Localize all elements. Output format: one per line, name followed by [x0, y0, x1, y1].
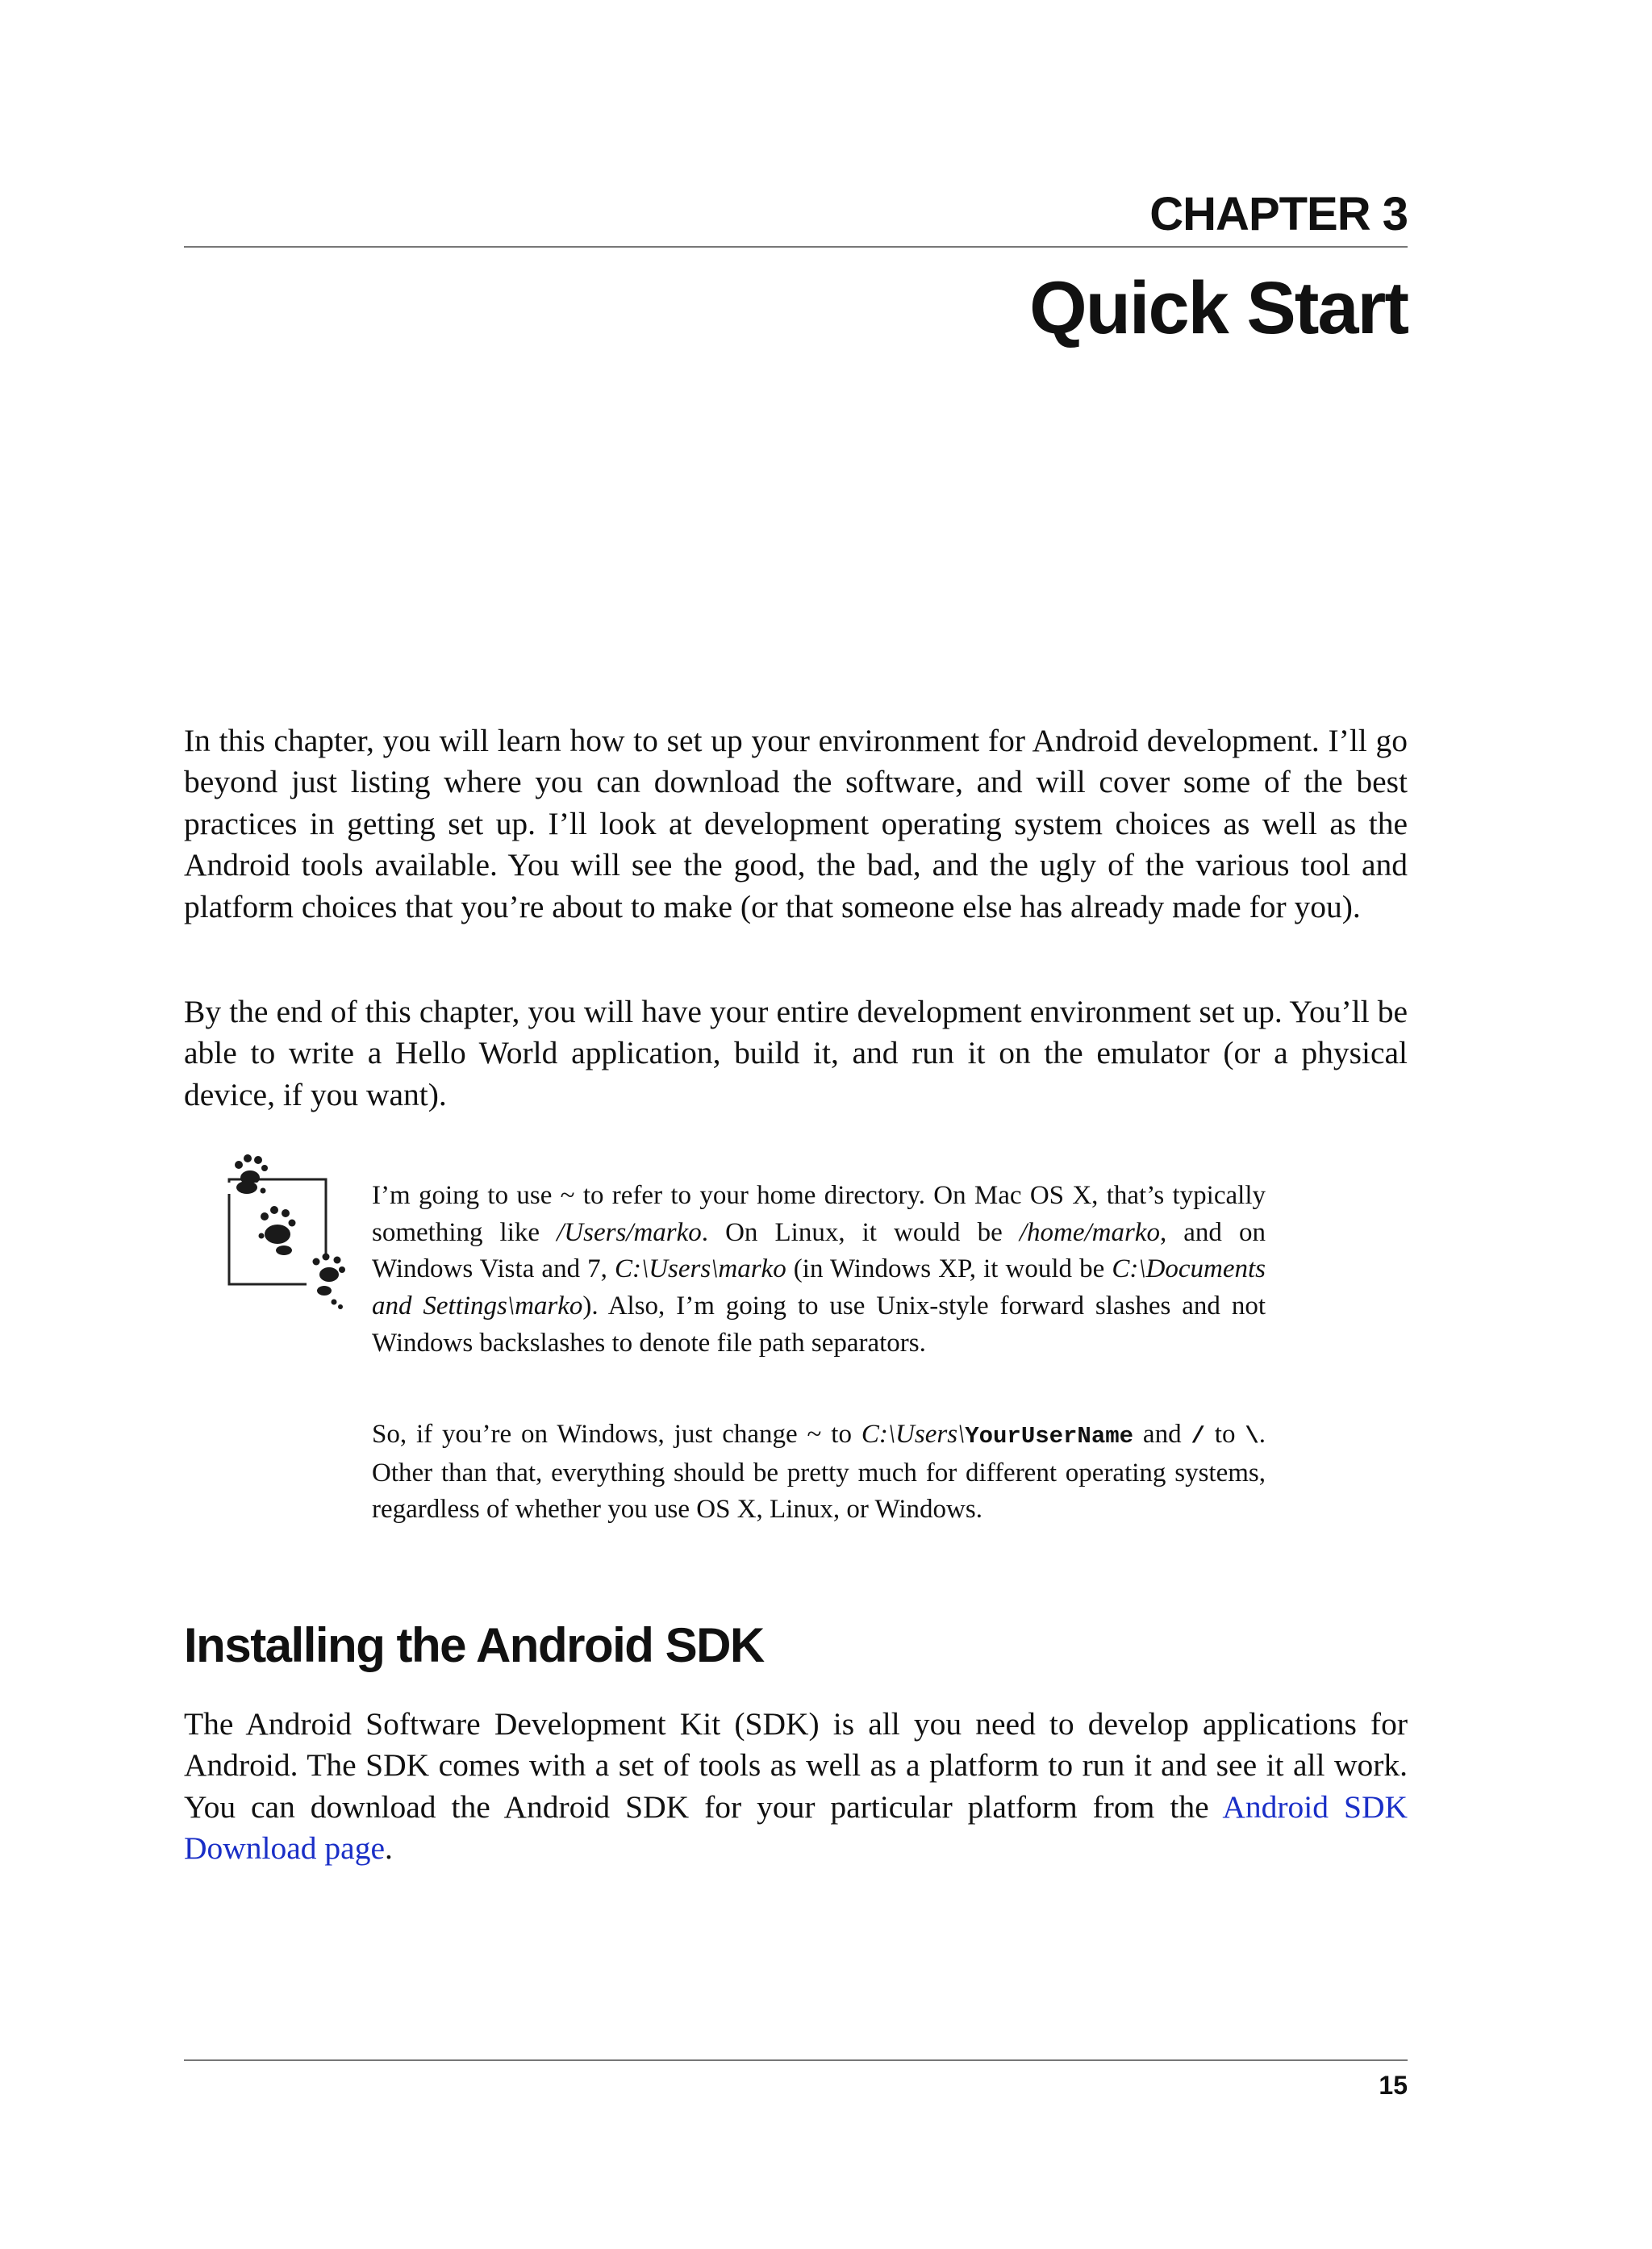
- intro-paragraph-1: In this chapter, you will learn how to set up your environment for Android development. I’ll go beyond just listing where you can download the software, and will cover some of the best practices in getting set up. I’ll look at development operating system choices as well as the Android tools available. You will see the good, the bad, and the ugly of the various tool and platform choices that you’re about to make (or that someone else has already made for you).: [184, 723, 1408, 924]
- chapter-title: Quick Start: [1029, 267, 1408, 349]
- path-text: C:\Users\: [861, 1420, 966, 1449]
- note-paragraph-2: [372, 1417, 1266, 1529]
- path-text: C:\Users\marko: [615, 1254, 786, 1284]
- code-text: YourUserName: [965, 1423, 1134, 1450]
- note-text: (in Windows XP, it would be: [786, 1254, 1112, 1284]
- path-text: /home/marko: [1019, 1217, 1160, 1247]
- code-text: /: [1191, 1423, 1205, 1450]
- footer-divider: [184, 2059, 1408, 2061]
- sdk-download-link[interactable]: Android SDK Download page: [184, 1788, 1408, 1867]
- sdk-paragraph-end: .: [385, 1830, 393, 1867]
- note-text: . On Linux, it would be: [701, 1217, 1020, 1247]
- code-text: \: [1245, 1423, 1259, 1450]
- note-text: I’m going to use ~ to refer to your home directory. On Mac OS X, that’s typically something like: [372, 1181, 1266, 1247]
- note-text: So, if you’re on Windows, just change ~ to: [372, 1420, 861, 1449]
- sdk-paragraph: [184, 1704, 1408, 1870]
- intro-paragraph-2: By the end of this chapter, you will have your entire development environment set up. You’ll be able to write a Hello World application, build it, and run it on the emulator (or a physical device, if you want).: [184, 994, 1408, 1112]
- sdk-paragraph-text: The Android Software Development Kit (SDK) is all you need to develop applications for Android. The SDK comes with a set of tools as well as a platform to run it and see it all work. You can download the Android SDK for your particular platform from the: [184, 1706, 1408, 1825]
- note-text: . Other than that, everything should be pretty much for different operating systems, regardless of whether you use OS X, Linux, or Windows.: [372, 1420, 1266, 1525]
- page-number: 15: [1379, 2071, 1408, 2100]
- note-text: ). Also, I’m going to use Unix-style forward slashes and not Windows backslashes to denote file path separators.: [372, 1291, 1266, 1358]
- note-paragraph-1: [372, 1178, 1266, 1362]
- chapter-label: CHAPTER 3: [1149, 188, 1408, 240]
- note-text: , and on Windows Vista and 7,: [372, 1217, 1266, 1284]
- path-text: /Users/marko: [557, 1217, 702, 1247]
- note-text: and: [1133, 1420, 1191, 1449]
- note-text: to: [1204, 1420, 1245, 1449]
- chapter-divider: [184, 246, 1408, 248]
- path-text: C:\Documents and Settings\marko: [372, 1254, 1266, 1321]
- squirrel-paw-prints-icon: [226, 1145, 347, 1315]
- section-heading: Installing the Android SDK: [184, 1618, 764, 1672]
